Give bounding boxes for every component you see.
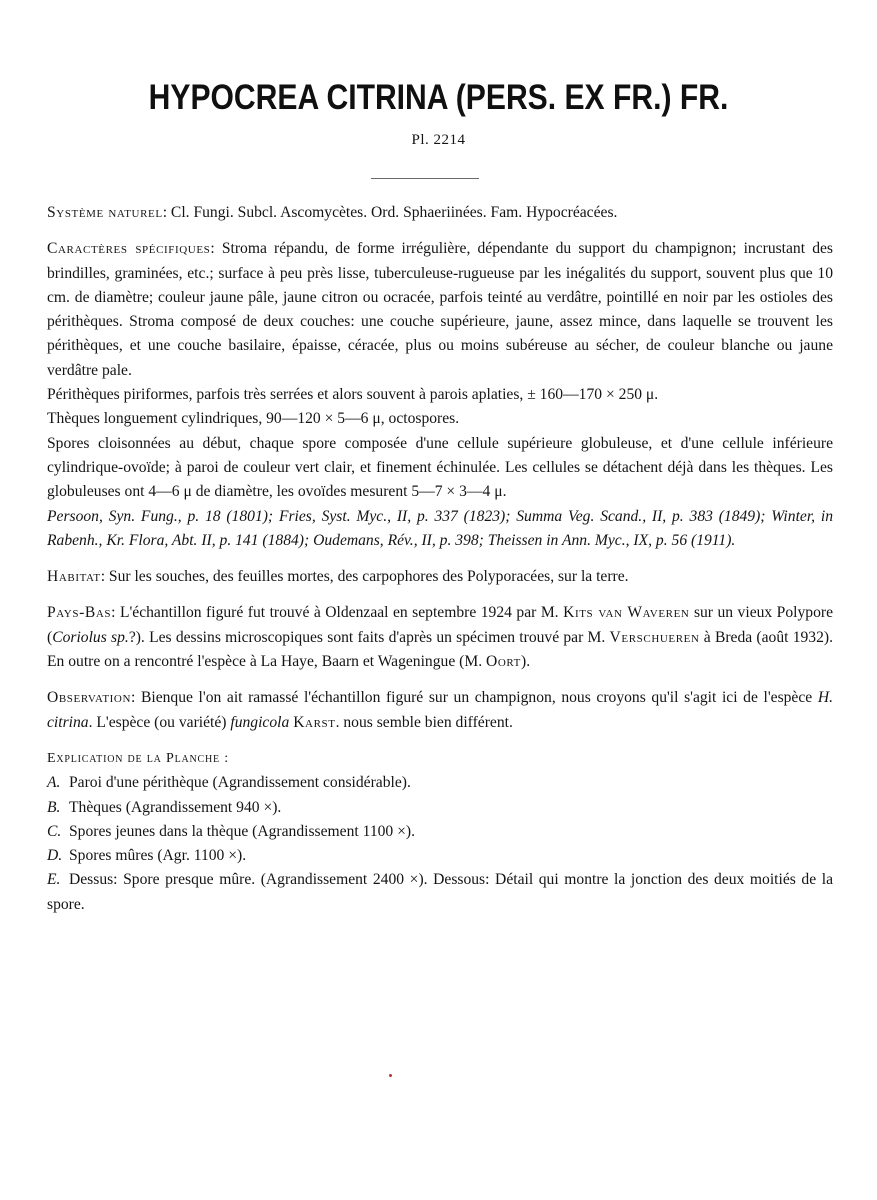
habitat-label: Habitat bbox=[47, 568, 101, 586]
explication-letter: B. bbox=[47, 798, 61, 816]
explication-letter: D. bbox=[47, 847, 63, 865]
pays-bas-text-5: ). bbox=[521, 653, 531, 671]
page-title: HYPOCREA CITRINA (PERS. EX FR.) FR. bbox=[148, 78, 729, 117]
pays-bas-text-3: ?). Les dessins microscopiques sont faits d'après un spécimen trouvé par M. bbox=[128, 628, 610, 646]
observation-text-4: . nous semble bien différent. bbox=[335, 713, 513, 731]
pays-bas-text-2: sur un vieux Polypore ( bbox=[47, 604, 833, 646]
title-divider bbox=[371, 178, 479, 179]
habitat-text: : Sur les souches, des feuilles mortes, des carpophores des Polyporacées, sur la terre. bbox=[100, 568, 629, 586]
theques-paragraph: Thèques longuement cylindriques, 90—120 × 5—6 μ, octospores. bbox=[47, 410, 460, 428]
explication-text: Paroi d'une périthèque (Agrandissement considérable). bbox=[69, 774, 411, 792]
collector-name-2: Verschueren bbox=[609, 628, 700, 646]
pays-bas-text-1: : L'échantillon figuré fut trouvé à Oldenzaal en septembre 1924 par M. bbox=[111, 604, 564, 622]
document-body bbox=[47, 201, 833, 917]
explication-text: Dessus: Spore presque mûre. (Agrandissement 2400 ×). Dessous: Détail qui montre la jonction des deux moitiés de la spore. bbox=[47, 871, 833, 913]
caracteres-text: : Stroma répandu, de forme irrégulière, dépendante du support du champignon; incrustant des brindilles, graminées, etc.; surface à peu près lisse, tuberculeuse-rugueuse par les inégalités du support, souvent plus que 10 cm. de diamètre; couleur jaune pâle, jaune citron ou ocracée, parfois teinté au verdâtre, pointillé en noir par les ostioles des périthèques. Stroma composé de deux couches: une couche supérieure, jaune, assez mince, dans laquelle se trouvent les périthèques, et une couche basilaire, épaisse, céracée, plus ou moins subéreuse au sécher, de couleur blanche ou jaune verdâtre pale. bbox=[47, 240, 833, 379]
explication-text: Spores jeunes dans la thèque (Agrandissement 1100 ×). bbox=[69, 822, 416, 840]
explication-item bbox=[47, 844, 833, 868]
explication-item bbox=[47, 868, 833, 917]
pays-bas-label: Pays-Bas bbox=[47, 604, 112, 622]
explication-letter: E. bbox=[47, 871, 61, 889]
perithecia-paragraph: Périthèques piriformes, parfois très serrées et alors souvent à parois aplaties, ± 160—170 × 250 μ. bbox=[47, 386, 659, 404]
references-paragraph: Persoon, Syn. Fung., p. 18 (1801); Fries, Syst. Myc., II, p. 337 (1823); Summa Veg. Scand., II, p. 383 (1849); Winter, in Rabenh., Kr. Flora, Abt. II, p. 141 (1884); Oudemans, Rév., II, p. 398; Theissen in Ann. Myc., IX, p. 56 (1911). bbox=[47, 507, 833, 549]
systeme-naturel-label: Système naturel bbox=[47, 204, 163, 221]
explication-item bbox=[47, 820, 833, 844]
explication-item bbox=[47, 796, 833, 820]
spores-paragraph: Spores cloisonnées au début, chaque spore composée d'une cellule supérieure globuleuse, et d'une cellule inférieure cylindrique-ovoïde; à paroi de couleur vert clair, et finement échinulée. Les cellules se détachent déjà dans les thèques. Les globuleuses ont 4—6 μ de diamètre, les ovoïdes mesurent 5—7 × 3—4 μ. bbox=[47, 434, 833, 501]
explication-letter: C. bbox=[47, 822, 62, 840]
explication-letter: A. bbox=[47, 774, 61, 792]
explication-heading: Explication de la Planche : bbox=[47, 750, 229, 766]
observation-paragraph bbox=[47, 686, 833, 735]
observation-label: Observation bbox=[47, 689, 132, 707]
collector-name-3: Oort bbox=[486, 653, 522, 671]
observation-species: H. citrina bbox=[47, 689, 833, 731]
pays-bas-paragraph bbox=[47, 601, 833, 674]
ink-speck bbox=[389, 1074, 392, 1077]
observation-text-1: : Bienque l'on ait ramassé l'échantillon figuré sur un champignon, nous croyons qu'il s'agit ici de l'espèce bbox=[131, 689, 818, 707]
systeme-naturel-text: : Cl. Fungi. Subcl. Ascomycètes. Ord. Sphaeriinées. Fam. Hypocréacées. bbox=[162, 204, 618, 221]
observation-variety: fungicola bbox=[230, 713, 290, 731]
pays-bas-text-4: à Breda (août 1932). En outre on a rencontré l'espèce à La Haye, Baarn et Wageningue (M. bbox=[47, 628, 833, 671]
explication-item bbox=[47, 771, 833, 795]
polypore-species: Coriolus sp. bbox=[52, 628, 129, 646]
explication-text: Spores mûres (Agr. 1100 ×). bbox=[69, 847, 247, 865]
caracteres-paragraph bbox=[47, 237, 833, 383]
collector-name-1: Kits van Waveren bbox=[563, 604, 690, 622]
caracteres-label: Caractères spécifiques bbox=[47, 240, 211, 258]
systeme-naturel-paragraph bbox=[47, 201, 833, 225]
observation-author: Karst bbox=[293, 713, 336, 731]
observation-text-2: . L'espèce (ou variété) bbox=[88, 713, 231, 731]
habitat-paragraph bbox=[47, 565, 833, 589]
plate-number: Pl. 2214 bbox=[411, 132, 466, 148]
explication-text: Thèques (Agrandissement 940 ×). bbox=[69, 798, 282, 816]
